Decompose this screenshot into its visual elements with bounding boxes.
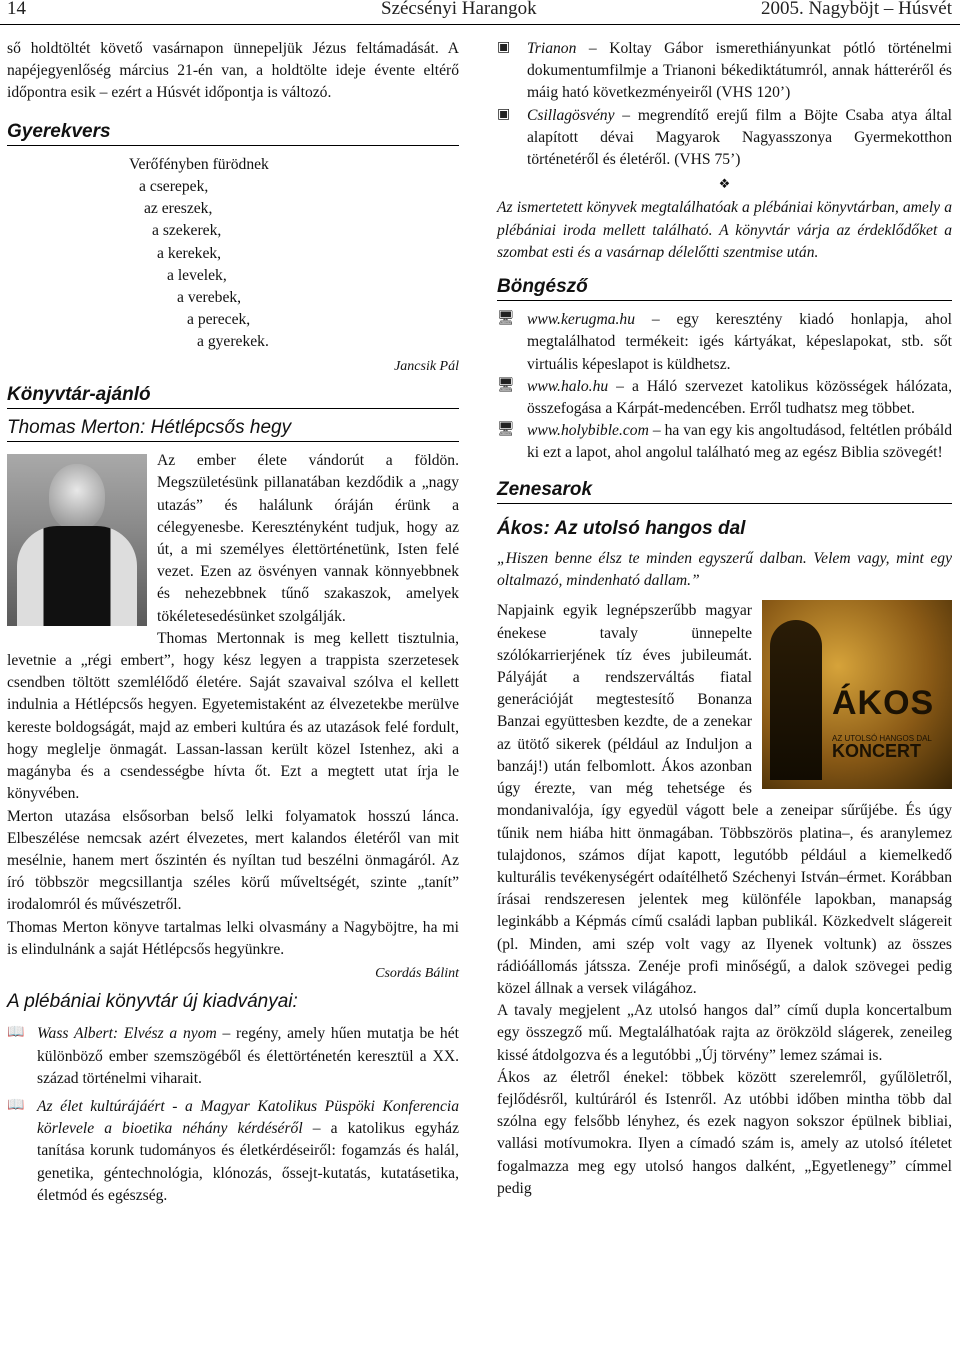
- computer-icon: 🖥: [497, 422, 515, 438]
- poem-line: a cserepek,: [139, 178, 209, 196]
- poem-line: a kerekek,: [157, 244, 222, 262]
- book-title: Thomas Merton: Hétlépcsős hegy: [7, 417, 459, 442]
- book-icon: 📖: [7, 1025, 25, 1041]
- web-link[interactable]: www.halo.hu: [527, 377, 609, 395]
- poem-line: a szekerek,: [152, 222, 222, 240]
- review-paragraph: Az ember élete vándorút a földön. Megszületésünk pillanatában kezdődik a „nagy utazás” és halálunk óráján érünk a célegyenesbe. Keresztényként tudjuk, hogy az út, a mi személyes élettörténetünk, Isten felé vezet. Ezen az ösvényen vannak könnyebbnek és nehezebbnek tűnő szakaszok, amelyek tökéletesedésünket szolgálják.: [157, 452, 459, 625]
- kiadvanyok-heading: A plébániai könyvtár új kiadványai:: [7, 991, 298, 1013]
- review-author: Csordás Bálint: [375, 965, 459, 981]
- poem-line: az ereszek,: [144, 200, 213, 218]
- video-camera-icon: ▣: [497, 40, 511, 55]
- song-quote: „Hiszen benne élsz te minden egyszerű dalban. Velem vagy, mint egy oltalmazó, mindenható dallam.”: [497, 550, 952, 590]
- music-paragraph: Napjaink egyik legnépszerűbb magyar énekese tavaly ünnepelte szólókarrierjének tíz éves jubileumát. Pályáját a rendszerváltás fiatal generációját megtestesítő Bonanza Banzai együttesben kezdte, de a zenekar az ütötő sikerek (például az Induljon a banzáj!) után felbomlott. Ákos azonban úgy érezte, van még tehetsége és mondanivalója, így egyedül vágott bele a zeneipar sűrűjébe. És úgy tűnik nem hiába hitt önmagában. Többszörös platina–, és aranylemez tulajdonos, számos díjat kapott, legutóbb például a kiemelkedő kulturális tevékenységért odaítélhető Széchenyi István–érmet. Korábban írásai rendszeresen jelentek meg különféle lapokban, manapság leginkább a Képmás című családi lapban publikál. Közkedvelt slágereit (pl. Minden, ami szép volt vagy az Ilyenek voltunk) az összes rádióállomás játssza. Zenéje profi minőségű, a dalok szövegei pedig közel állnak a versek világához.: [497, 602, 952, 997]
- review-paragraph: Thomas Mertonnak is meg kellett tisztulnia, levetnie a „régi embert”, hogy kész legyen a trappista szerzetesek csendben töltött szemlélődő életére. Saját szavaival szólva el kellett indulnia a Hétlépcsős hegyen. Egyetemistaként az élvezetekbe merülve kereste boldogságát, majd az emberi kultúra és az utazások felé fordult, hogy meglelje önmagát. Lassan-lassan került közel Istenhez, aki a magányba és a csendességbe hívta őt. Ezt a megtett utat írja le könyvében.: [7, 629, 459, 803]
- poem-author: Jancsik Pál: [394, 358, 459, 374]
- book-item: 📖 Az élet kultúrájáért - a Magyar Katolikus Püspöki Konferencia körlevele a bioetika néhány kérdéséről – a katolikus egyház tanítása korunk tudományos és életkérdéseiről: fogamzás és halál, genetika, géntechnológia, klónozás, őssejt-kutatás, kutatásetika, életmód és egészség.: [7, 1097, 459, 1204]
- diamond-separator-icon: ❖: [718, 176, 731, 192]
- video-item: ▣ Csillagösvény – megrendítő erejű film a Böjte Csaba atya által alapított dévai Magyarok Nagyasszonya Gyermekotthon történetéről és életéről. (VHS 75’): [497, 106, 952, 169]
- web-link[interactable]: www.kerugma.hu: [527, 311, 635, 329]
- publication-title: Szécsényi Harangok: [381, 0, 537, 19]
- intro-paragraph: ső holdtöltét követő vasárnapon ünnepeljük Jézus feltámadását. A napéjegyenlőség március 21-én van, a holdtölte ideje évente eltérő időpontra esik – ezért a Húsvét időpontja is változó.: [7, 40, 459, 102]
- library-note: Az ismertetett könyvek megtalálhatóak a plébániai könyvtárban, amely a plébániai iroda mellett található. A könyvtár várja az érdeklődőket a szombat esti és a vasárnap délelőtti szentmise után.: [497, 199, 952, 261]
- video-item: ▣ Trianon – Koltay Gábor ismerethiányunkat pótló történelmi dokumentumfilmje a Trianoni békediktátumról, annak hátteréről és máig ható következményeiről (VHS 120’): [497, 40, 952, 102]
- video-camera-icon: ▣: [497, 106, 511, 122]
- web-item: 🖥 www.kerugma.hu – egy keresztény kiadó honlapja, ahol megtalálhatod termékeit: igés kártyákat, képeslapokat, stb. sőt virtuális képeslapot is küldhetsz.: [497, 311, 952, 373]
- poem-line: Verőfényben fürödnek: [129, 155, 269, 173]
- music-paragraph: A tavaly megjelent „Az utolsó hangos dal” című dupla koncertalbum egy összegző mű. Megtalálhatóak rajta az örökzöld slágerek, zeneileg kissé átdolgozva és a legutóbbi „Új törvény” lemez számai is.: [497, 1002, 952, 1064]
- web-item: 🖥 www.halo.hu – a Háló szervezet katolikus közösségek hálózata, összefogása a Kárpát-medencében. Erről tudhatsz meg többet.: [497, 377, 952, 418]
- book-item: 📖 Wass Albert: Elvész a nyom – regény, amely hűen mutatja be hét különböző ember szemszögéből és élettörténetén keresztül a XX. század történelmi viharait.: [7, 1025, 459, 1087]
- zenesarok-heading: Zenesarok: [497, 479, 952, 504]
- page-number: 14: [7, 0, 26, 19]
- issue-label: 2005. Nagyböjt – Húsvét: [760, 0, 952, 19]
- poem-line: a verebek,: [177, 289, 242, 307]
- poem-line: a levelek,: [167, 266, 227, 284]
- poem-line: a gyerekek.: [197, 333, 269, 351]
- web-link[interactable]: www.holybible.com: [527, 422, 649, 440]
- computer-icon: 🖥: [497, 377, 515, 393]
- music-paragraph: Ákos az életről énekel: többek között szerelemről, gyűlöletről, fejlődésről, kultúráról és Istenről. Az utóbbi időben mintha több dal szólna egy felsőbb lényhez, és ezek nagyon sokszor épülnek bibliai, vallási motívumokra. Ilyen a címadó szám is, amely az utolsó ítéletet fogalmazza meg egy utolsó hangos dalként, „Egyetlenegy” címmel pedig: [497, 1068, 952, 1197]
- web-item: 🖥 www.holybible.com – ha van egy kis angoltudásod, feltétlen próbáld ki ezt a lapot, ahol angolul található meg az egész Biblia szövegét!: [497, 422, 952, 462]
- review-paragraph: Merton utazása elsősorban belső lelki folyamatok hosszú lánca. Elbeszélése nemcsak azért élvezetes, mert kalandos életéről van mit mesélnie, hanem mert őszintén és nyíltan tud beszélni önmagáról. Az író többször megcsillantja széles körű műveltségét, szinte „tanít” irodalomról és művészetről.: [7, 807, 459, 914]
- left-column: [7, 38, 459, 1207]
- poem: [7, 154, 459, 354]
- konyvtar-heading: Könyvtár-ajánló: [7, 384, 459, 409]
- computer-icon: 🖥: [497, 311, 515, 327]
- album-cover: ÁKOS AZ UTOLSÓ HANGOS DAL KONCERT: [762, 600, 952, 789]
- page-header: [0, 0, 960, 25]
- album-title: Ákos: Az utolsó hangos dal: [497, 517, 746, 539]
- merton-photo: [7, 454, 147, 626]
- right-column: [497, 38, 952, 1200]
- book-icon: 📖: [7, 1097, 25, 1113]
- bongeszo-heading: Böngésző: [497, 276, 952, 301]
- gyerekvers-heading: Gyerekvers: [7, 121, 459, 146]
- review-paragraph: Thomas Merton könyve tartalmas lelki olvasmány a Nagyböjtre, ha mi is elindulnánk a saját Hétlépcsős hegyünkre.: [7, 918, 459, 958]
- poem-line: a perecek,: [187, 311, 251, 329]
